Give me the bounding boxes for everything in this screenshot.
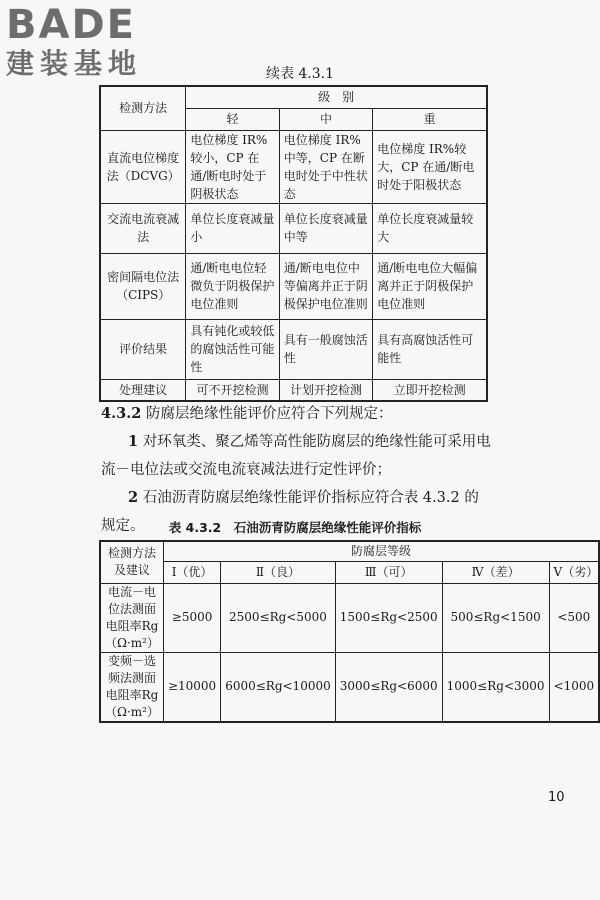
t2-cell: ≥10000 xyxy=(163,652,220,722)
t1-header-level: 级 别 xyxy=(186,86,487,108)
logo-main-text: BADE xyxy=(6,2,136,48)
t1-cell: 具有一般腐蚀活性 xyxy=(279,319,372,379)
t1-cell: 单位长度衰减量小 xyxy=(186,203,279,253)
logo-sub-text: 建装基地 xyxy=(6,47,143,80)
table2 xyxy=(99,540,600,723)
t1-header-method: 检测方法 xyxy=(100,86,186,130)
t2-cell: 1000≤Rg<3000 xyxy=(442,652,549,722)
table-row xyxy=(100,203,487,253)
table2-title: 表 4.3.2 石油沥青防腐层绝缘性能评价指标 xyxy=(168,520,422,535)
item2-text: 石油沥青防腐层绝缘性能评价指标应符合表 4.3.2 的规定。 xyxy=(101,490,479,534)
t1-method: 交流电流衰减法 xyxy=(100,203,186,253)
t2-header-grade: 防腐层等级 xyxy=(163,541,599,561)
table1-title: 续表 4.3.1 xyxy=(265,66,335,82)
item1-text: 对环氧类、聚乙烯等高性能防腐层的绝缘性能可采用电流－电位法或交流电流衰减法进行定性评价； xyxy=(101,434,491,478)
section-heading-number: 4.3.2 xyxy=(101,405,142,422)
t1-cell: 立即开挖检测 xyxy=(373,379,487,401)
t1-method: 处理建议 xyxy=(100,379,186,401)
section-heading: 防腐层绝缘性能评价应符合下列规定： xyxy=(145,406,393,422)
t2-cell: 3000≤Rg<6000 xyxy=(335,652,442,722)
table-row xyxy=(100,253,487,319)
logo xyxy=(6,4,176,80)
t2-cell: 500≤Rg<1500 xyxy=(442,583,549,652)
t1-cell: 计划开挖检测 xyxy=(279,379,372,401)
t1-method: 密间隔电位法（CIPS） xyxy=(100,253,186,319)
t1-cell: 通/断电电位大幅偏离并正于阴极保护电位准则 xyxy=(373,253,487,319)
t1-cell: 单位长度衰减量中等 xyxy=(279,203,372,253)
t2-header-level: Ⅲ（可） xyxy=(335,561,442,583)
table-row xyxy=(100,130,487,203)
t2-cell: <1000 xyxy=(549,652,599,722)
table-row xyxy=(100,583,599,652)
t1-method: 评价结果 xyxy=(100,319,186,379)
t1-header-light: 轻 xyxy=(186,108,279,130)
page-number: 10 xyxy=(548,790,565,805)
t1-cell: 电位梯度 IR%中等，CP 在断电时处于中性状态 xyxy=(279,130,372,203)
t2-cell: 1500≤Rg<2500 xyxy=(335,583,442,652)
t2-header-method: 检测方法及建议 xyxy=(100,541,163,583)
t1-header-heavy: 重 xyxy=(373,108,487,130)
t1-cell: 可不开挖检测 xyxy=(186,379,279,401)
t1-cell: 电位梯度 IR%较小，CP 在通/断电时处于阴极状态 xyxy=(186,130,279,203)
t2-method: 变频－选频法测面电阻率Rg（Ω·m²） xyxy=(100,652,163,722)
t1-cell: 通/断电电位中等偏离并正于阴极保护电位准则 xyxy=(279,253,372,319)
t2-cell: <500 xyxy=(549,583,599,652)
t1-cell: 具有高腐蚀活性可能性 xyxy=(373,319,487,379)
item1-number: 1 xyxy=(128,433,139,450)
t2-header-level: Ⅱ（良） xyxy=(221,561,336,583)
t2-cell: 2500≤Rg<5000 xyxy=(221,583,336,652)
table-row xyxy=(100,319,487,379)
t1-cell: 具有钝化或较低的腐蚀活性可能性 xyxy=(186,319,279,379)
t1-cell: 单位长度衰减量较大 xyxy=(373,203,487,253)
table1 xyxy=(99,85,488,402)
table-row xyxy=(100,379,487,401)
t1-cell: 通/断电电位轻微负于阴极保护电位准则 xyxy=(186,253,279,319)
t2-header-level: Ⅰ（优） xyxy=(163,561,220,583)
t1-method: 直流电位梯度法（DCVG） xyxy=(100,130,186,203)
t2-method: 电流－电位法测面电阻率Rg（Ω·m²） xyxy=(100,583,163,652)
t2-cell: 6000≤Rg<10000 xyxy=(221,652,336,722)
t1-cell: 电位梯度 IR%较大，CP 在通/断电时处于阳极状态 xyxy=(373,130,487,203)
t1-header-medium: 中 xyxy=(279,108,372,130)
table-row xyxy=(100,652,599,722)
item2-number: 2 xyxy=(128,489,139,506)
t2-header-level: Ⅴ（劣） xyxy=(549,561,599,583)
t2-cell: ≥5000 xyxy=(163,583,220,652)
t2-header-level: Ⅳ（差） xyxy=(442,561,549,583)
